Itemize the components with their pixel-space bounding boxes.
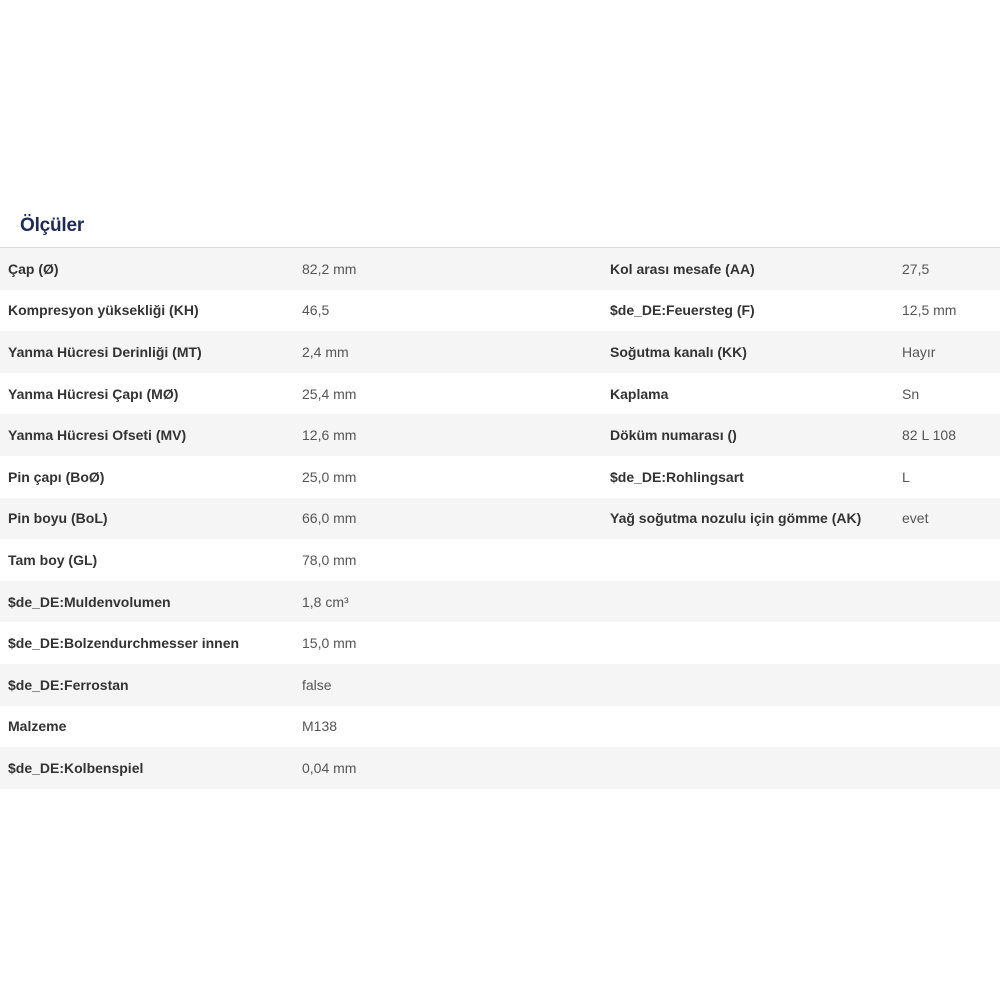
spec-label: Pin boyu (BoL) [8,510,108,527]
spec-value: 46,5 [302,302,330,319]
spec-row [0,622,602,664]
specs-right-column [602,248,1000,789]
spec-row [602,290,1000,332]
spec-row [602,456,1000,498]
spec-row [0,290,602,332]
spec-value: 12,6 mm [302,427,357,444]
spec-label: Kaplama [610,385,669,402]
spec-label: Tam boy (GL) [8,551,98,568]
spec-row [0,498,602,540]
spec-label: Yanma Hücresi Derinliği (MT) [8,343,202,360]
spec-label: Yanma Hücresi Çapı (MØ) [8,385,179,402]
spec-value: false [302,676,332,693]
spec-value: 15,0 mm [302,635,357,652]
spec-value: 1,8 cm³ [302,593,349,610]
spec-row [602,331,1000,373]
spec-value: 27,5 [902,260,930,277]
spec-value: Sn [902,385,920,402]
spec-row [0,706,602,748]
spec-row-empty [602,664,1000,706]
spec-value: L [902,468,910,485]
spec-row-empty [602,581,1000,623]
spec-label: $de_DE:Muldenvolumen [8,593,171,610]
spec-label: Kompresyon yüksekliği (KH) [8,302,199,319]
dimensions-section [0,205,1000,789]
spec-value: 78,0 mm [302,551,357,568]
spec-row [602,414,1000,456]
spec-label: Döküm numarası () [610,427,737,444]
spec-label: $de_DE:Rohlingsart [610,468,744,485]
spec-value: Hayır [902,343,936,360]
spec-value: 25,0 mm [302,468,357,485]
spec-label: Yanma Hücresi Ofseti (MV) [8,427,187,444]
spec-row [602,248,1000,290]
spec-value: 82 L 108 [902,427,956,444]
spec-row-empty [602,706,1000,748]
spec-label: Soğutma kanalı (KK) [610,343,747,360]
spec-row [0,664,602,706]
spec-value: 66,0 mm [302,510,357,527]
spec-value: 2,4 mm [302,343,349,360]
spec-label: Yağ soğutma nozulu için gömme (AK) [610,510,862,527]
spec-label: $de_DE:Kolbenspiel [8,759,144,776]
spec-row [0,456,602,498]
spec-value: 82,2 mm [302,260,357,277]
spec-row [0,581,602,623]
spec-row-empty [602,747,1000,789]
spec-label: Çap (Ø) [8,260,59,277]
spec-row [0,414,602,456]
spec-row-empty [602,539,1000,581]
spec-row [0,248,602,290]
spec-row-empty [602,622,1000,664]
spec-label: $de_DE:Ferrostan [8,676,129,693]
spec-row [0,331,602,373]
spec-value: 12,5 mm [902,302,957,319]
spec-row [0,539,602,581]
section-title: Ölçüler [20,215,85,236]
spec-label: $de_DE:Feuersteg (F) [610,302,755,319]
spec-value: 25,4 mm [302,385,357,402]
spec-label: Malzeme [8,718,67,735]
spec-row [0,747,602,789]
spec-row [602,373,1000,415]
spec-value: M138 [302,718,338,735]
spec-label: $de_DE:Bolzendurchmesser innen [8,635,240,652]
specs-left-column [0,248,602,789]
specs-table [0,248,1000,789]
spec-label: Pin çapı (BoØ) [8,468,105,485]
spec-row [602,498,1000,540]
spec-value: evet [902,510,929,527]
spec-label: Kol arası mesafe (AA) [610,260,755,277]
spec-value: 0,04 mm [302,759,357,776]
spec-row [0,373,602,415]
